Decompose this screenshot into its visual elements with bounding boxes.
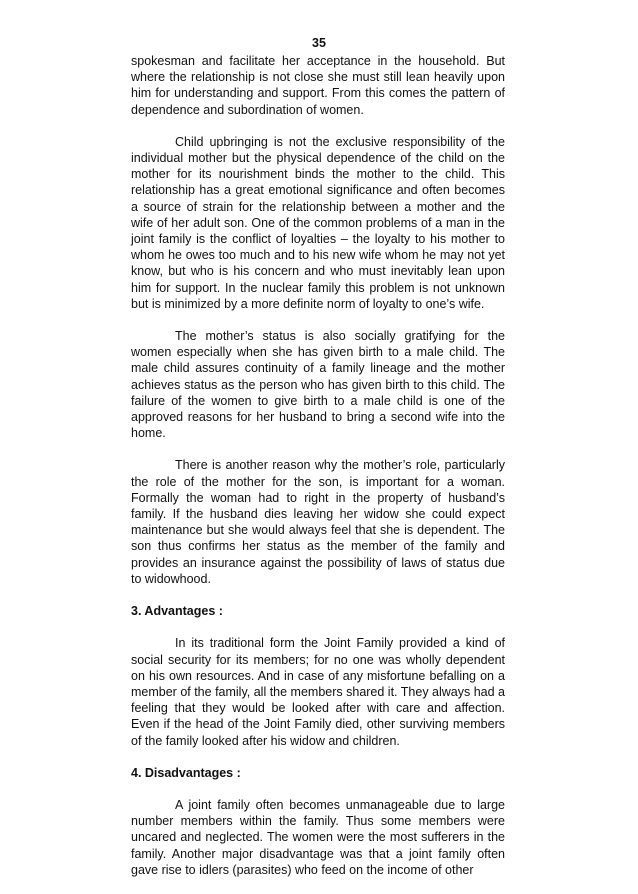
paragraph-continuation: spokesman and facilitate her acceptance in the household. But where the relationship is not close she must still lean heavily upon him for understanding and support. From this comes the pattern of dependence and subordination of women. <box>131 54 505 117</box>
paragraph-mother-role: There is another reason why the mother’s role, particularly the role of the mother for the son, is important for a woman. Formally the woman had to right in the property of husband’s family. If the husband dies leaving her widow she could expect maintenance but she would always feel that she is dependent. The son thus confirms her status as the member of the family and provides an insurance against the possibility of laws of status due to widowhood. <box>131 458 505 586</box>
section-heading-advantages: 3. Advantages : <box>131 604 223 619</box>
paragraph-disadvantages: A joint family often becomes unmanageable due to large number members within the family. Thus some members were uncared and neglected. The women were the most sufferers in the family. Another major disadvantage was that a joint family often gave rise to idlers (parasites) who feed on the income of other <box>131 797 505 877</box>
paragraph-child-upbringing: Child upbringing is not the exclusive responsibility of the individual mother but the physical dependence of the child on the mother for its nourishment binds the mother to the child. This relationship has a great emotional significance and often becomes a source of strain for the relationship between a mother and the wife of her adult son. One of the common problems of a man in the joint family is the conflict of loyalties – the loyalty to his mother to whom he owes too much and to his new wife whom he may not yet know, but who is his concern and who must inevitably lean upon him for support. In the nuclear family this problem is not unknown but is minimized by a more definite norm of loyalty to one’s wife. <box>131 134 505 311</box>
page-body <box>131 53 505 894</box>
paragraph-advantages: In its traditional form the Joint Family provided a kind of social security for its members; for no one was wholly dependent on his own resources. And in case of any misfortune befalling on a member of the family, all the members shared it. They always had a feeling that they would be looked after with care and affection. Even if the head of the Joint Family died, other surviving members of the family looked after his widow and children. <box>131 636 506 748</box>
paragraph-mother-status: The mother’s status is also socially gratifying for the women especially when she has given birth to a male child. The male child assures continuity of a family lineage and the mother achieves status as the person who has given birth to this child. The failure of the women to give birth to a male child is one of the approved reasons for her husband to bring a second wife into the home. <box>131 329 505 441</box>
page-number: 35 <box>312 36 326 50</box>
section-heading-disadvantages: 4. Disadvantages : <box>131 765 241 780</box>
